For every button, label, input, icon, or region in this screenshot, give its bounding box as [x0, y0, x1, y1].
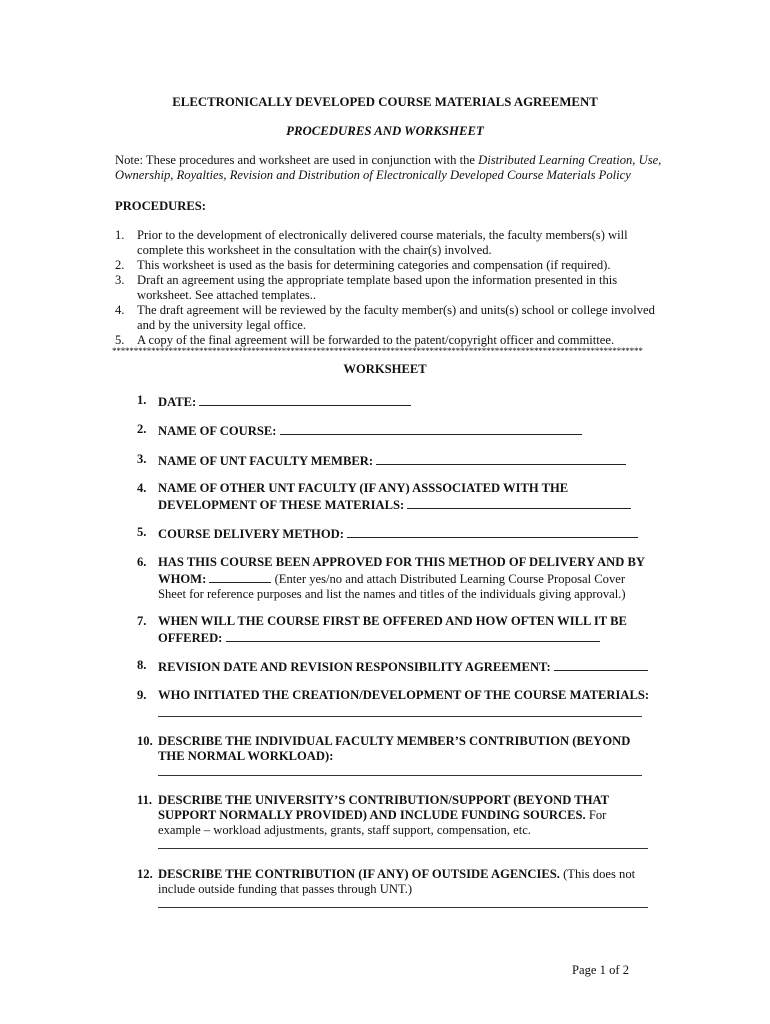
item-label: HAS THIS COURSE BEEN APPROVED FOR THIS METHOD OF DELIVERY AND BY	[158, 555, 645, 569]
procedures-heading: PROCEDURES:	[115, 199, 206, 213]
worksheet-heading: WORKSHEET	[343, 362, 427, 376]
worksheet-item-other-faculty	[137, 481, 657, 513]
document-title: ELECTRONICALLY DEVELOPED COURSE MATERIALS AGREEMENT	[172, 95, 598, 109]
procedure-text: This worksheet is used as the basis for determining categories and compensation (if required).	[137, 258, 611, 272]
page-number: Page 1 of 2	[572, 963, 630, 977]
item-instructions: For	[588, 808, 607, 822]
faculty-contribution-field[interactable]	[158, 775, 642, 776]
procedure-number: 2.	[115, 258, 125, 272]
procedure-number: 1.	[115, 228, 125, 242]
item-label-continued: THE NORMAL WORKLOAD):	[158, 749, 334, 763]
worksheet-item-revision	[137, 658, 657, 675]
initiated-by-field[interactable]	[158, 716, 642, 717]
procedure-item	[115, 258, 660, 273]
policy-note	[115, 153, 675, 183]
item-number: 5.	[137, 525, 147, 539]
procedure-text: Draft an agreement using the appropriate template based upon the information presented in this worksheet. See attached templates..	[137, 273, 618, 302]
procedure-item	[115, 273, 660, 303]
first-offered-field[interactable]	[226, 629, 600, 642]
procedure-text: The draft agreement will be reviewed by the faculty member(s) and units(s) school or college involved and by the university legal office.	[137, 303, 655, 332]
asterisk-separator: **************************************************************************************************************************	[112, 346, 643, 356]
item-label-continued: WHOM:	[158, 572, 207, 586]
procedure-number: 4.	[115, 303, 125, 317]
worksheet-item-faculty-member	[137, 452, 657, 469]
procedure-text: Prior to the development of electronically delivered course materials, the faculty members(s) will complete this worksheet in the consultation with the chair(s) involved.	[137, 228, 628, 257]
item-instructions: (This does not	[563, 867, 636, 881]
worksheet-item-course-name	[137, 422, 657, 439]
item-number: 3.	[137, 452, 147, 466]
item-number: 12.	[137, 867, 153, 881]
item-label: DESCRIBE THE UNIVERSITY’S CONTRIBUTION/SUPPORT (BEYOND THAT	[158, 793, 610, 807]
item-instructions: (Enter yes/no and attach Distributed Learning Course Proposal Cover	[274, 572, 626, 586]
worksheet-item-approval	[137, 555, 657, 602]
outside-agencies-field[interactable]	[158, 907, 648, 908]
item-number: 2.	[137, 422, 147, 436]
revision-field[interactable]	[554, 658, 648, 671]
item-number: 7.	[137, 614, 147, 628]
item-instructions-continued: include outside funding that passes through UNT.)	[158, 882, 413, 896]
procedure-text: A copy of the final agreement will be forwarded to the patent/copyright officer and committee.	[137, 333, 615, 347]
item-number: 11.	[137, 793, 153, 807]
item-number: 10.	[137, 734, 153, 748]
item-label: DESCRIBE THE CONTRIBUTION (IF ANY) OF OUTSIDE AGENCIES.	[158, 867, 560, 881]
delivery-method-field[interactable]	[347, 525, 638, 538]
item-instructions-continued: Sheet for reference purposes and list the names and titles of the individuals giving approval.)	[158, 587, 626, 601]
item-instructions-continued: example – workload adjustments, grants, staff support, compensation, etc.	[158, 823, 531, 837]
policy-name: Distributed Learning Creation, Use, Ownership, Royalties, Revision and Distribution of Electronically Developed Course Materials Policy	[115, 153, 662, 182]
note-prefix: Note: These procedures and worksheet are used in conjunction with the	[115, 153, 479, 167]
worksheet-item-university-contribution	[137, 793, 657, 838]
item-number: 6.	[137, 555, 147, 569]
item-label-continued: OFFERED:	[158, 631, 223, 645]
item-label-continued: SUPPORT NORMALLY PROVIDED) AND INCLUDE FUNDING SOURCES.	[158, 808, 586, 822]
item-number: 4.	[137, 481, 147, 495]
item-number: 1.	[137, 393, 147, 407]
worksheet-item-outside-agencies	[137, 867, 657, 897]
item-label: COURSE DELIVERY METHOD:	[158, 527, 344, 541]
faculty-member-field[interactable]	[376, 452, 626, 465]
item-label: WHEN WILL THE COURSE FIRST BE OFFERED AND HOW OFTEN WILL IT BE	[158, 614, 627, 628]
procedure-item	[115, 228, 660, 258]
approval-field[interactable]	[209, 570, 271, 583]
worksheet-item-date	[137, 393, 657, 410]
procedures-list	[115, 228, 660, 348]
worksheet-item-faculty-contribution	[137, 734, 657, 764]
university-contribution-field[interactable]	[158, 848, 648, 849]
worksheet-item-delivery-method	[137, 525, 657, 542]
item-number: 8.	[137, 658, 147, 672]
item-label: NAME OF COURSE:	[158, 424, 277, 438]
procedure-number: 3.	[115, 273, 125, 287]
item-label-continued: DEVELOPMENT OF THESE MATERIALS:	[158, 498, 405, 512]
procedure-item	[115, 303, 660, 333]
item-label: REVISION DATE AND REVISION RESPONSIBILITY AGREEMENT:	[158, 660, 551, 674]
item-number: 9.	[137, 688, 147, 702]
worksheet-item-first-offered	[137, 614, 657, 646]
course-name-field[interactable]	[280, 422, 582, 435]
procedure-number: 5.	[115, 333, 125, 347]
item-label: WHO INITIATED THE CREATION/DEVELOPMENT OF THE COURSE MATERIALS:	[158, 688, 650, 702]
item-label: DESCRIBE THE INDIVIDUAL FACULTY MEMBER’S CONTRIBUTION (BEYOND	[158, 734, 631, 748]
item-label: NAME OF UNT FACULTY MEMBER:	[158, 454, 374, 468]
document-subtitle: PROCEDURES AND WORKSHEET	[286, 124, 484, 138]
item-label: DATE:	[158, 395, 197, 409]
worksheet-item-initiated-by	[137, 688, 657, 703]
date-field[interactable]	[199, 393, 411, 406]
item-label: NAME OF OTHER UNT FACULTY (IF ANY) ASSSOCIATED WITH THE	[158, 481, 569, 495]
other-faculty-field[interactable]	[407, 496, 631, 509]
